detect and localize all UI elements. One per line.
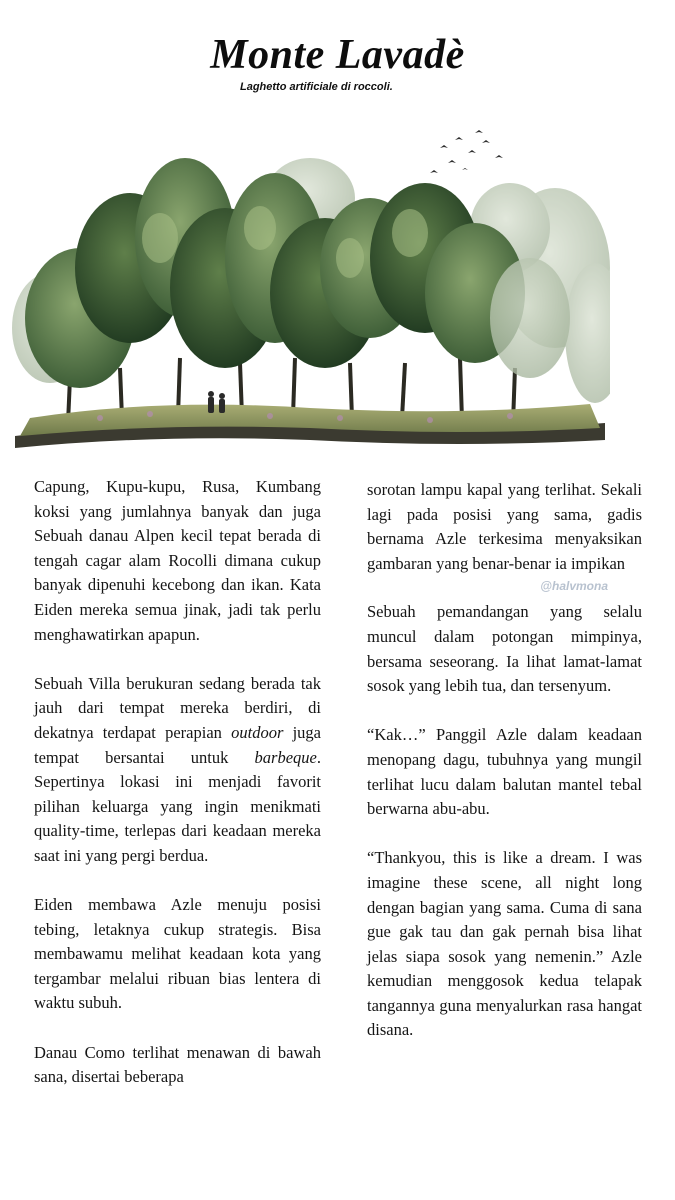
paragraph: “Thankyou, this is like a dream. I was imagine these scene, all night long dengan bagian yang sama. Cuma di sana gue gak tau dan gak pernah bisa lihat jelas siapa sosok yang nemenin.” Azle kemudian menggosok kedua telapak tangannya guna menyalurkan rasa hangat disana. bbox=[367, 848, 642, 1040]
paragraph: Sebuah Villa berukuran sedang berada tak jauh dari tempat mereka berdiri, di dekatnya terdapat perapian outdoor juga tempat bersantai untuk barbeque. Sepertinya lokasi ini menjadi favorit pilihan keluarga yang ingin menikmati quality-time, terlepas dari keadaan mereka saat ini yang pergi berdua. bbox=[34, 673, 321, 865]
paragraph: “Kak…” Panggil Azle dalam keadaan menopang dagu, tubuhnya yang mungil terlihat lucu dalam balutan mantel tebal berwarna abu-abu. bbox=[367, 725, 642, 819]
left-column bbox=[34, 475, 321, 1090]
paragraph: Capung, Kupu-kupu, Rusa, Kumbang koksi yang jumlahnya banyak dan juga Sebuah danau Alpen kecil tepat berada di tengah cagar alam Rocolli dimana cukup banyak dipenuhi kecebong dan ikan. Kata Eiden mereka semua jinak, jadi tak perlu menghawatirkan apapun. bbox=[34, 477, 321, 644]
paragraph: sorotan lampu kapal yang terlihat. Sekali lagi pada posisi yang sama, gadis bernama Azle terkesima menyaksikan gambaran yang benar-benar ia impikan bbox=[367, 480, 642, 573]
forest-illustration bbox=[10, 118, 610, 448]
paragraph: Danau Como terlihat menawan di bawah sana, disertai beberapa bbox=[34, 1042, 321, 1087]
page-subtitle: Laghetto artificiale di roccoli. bbox=[240, 81, 393, 93]
watermark: @halvmona bbox=[540, 579, 608, 594]
paragraph: Sebuah pemandangan yang selalu muncul dalam potongan mimpinya, bersama seseorang. Ia lihat lamat-lamat sosok yang lebih tua, dan tersenyum. bbox=[367, 602, 642, 696]
emphasis-text: outdoor bbox=[231, 722, 284, 742]
emphasis-text: barbeque bbox=[254, 747, 317, 767]
paragraph: Eiden membawa Azle menuju posisi tebing, letaknya cukup strategis. Bisa membawamu melihat keadaan kota yang tergambar melalui ribuan bias lentera di waktu subuh. bbox=[34, 895, 321, 1013]
right-column bbox=[367, 478, 642, 1043]
page-title: Monte Lavadè bbox=[210, 32, 465, 78]
